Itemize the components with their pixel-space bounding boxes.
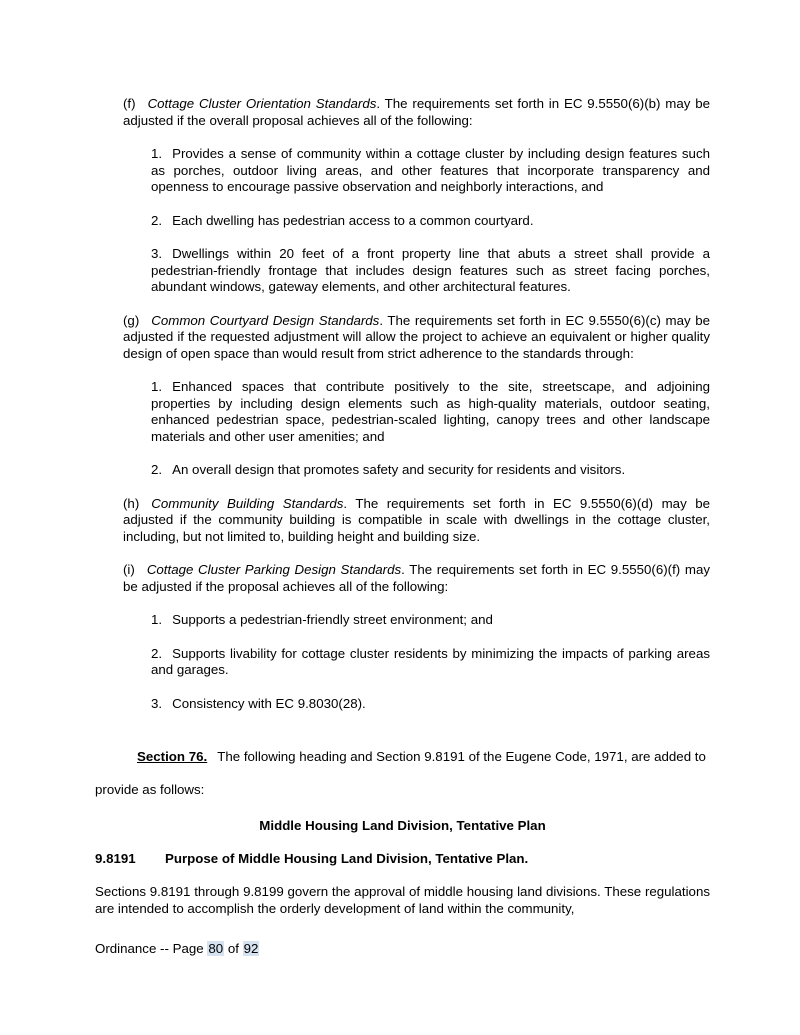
item-f-3-number: 3. bbox=[151, 246, 163, 261]
item-i-3 bbox=[151, 696, 710, 713]
item-f-1-text: Provides a sense of community within a cottage cluster by including design features such as porches, outdoor living areas, and other features that incorporate transparency and openness to encourage passive observation and neighborly interactions, and bbox=[151, 146, 710, 194]
para-i bbox=[123, 562, 710, 595]
para-i-label: (i) bbox=[123, 562, 135, 577]
closing-paragraph: Sections 9.8191 through 9.8199 govern the approval of middle housing land divisions. These regulations are intended to accomplish the orderly development of land within the community, bbox=[95, 884, 710, 916]
para-f-text: . The requirements set forth in EC 9.5550(6)(b) may be adjusted if the overall proposal achieves all of the following: bbox=[123, 96, 711, 128]
para-g bbox=[123, 313, 710, 363]
item-g-2-text: An overall design that promotes safety and security for residents and visitors. bbox=[172, 462, 626, 477]
para-f-label: (f) bbox=[123, 96, 136, 111]
page-total-field: 92 bbox=[243, 941, 259, 956]
item-i-2-text: Supports livability for cottage cluster residents by minimizing the impacts of parking areas and garages. bbox=[151, 645, 710, 677]
section-76-label: Section 76. bbox=[137, 749, 208, 764]
para-g-text: . The requirements set forth in EC 9.5550(6)(c) may be adjusted if the requested adjustment will allow the project to achieve an equivalent or higher quality design of open space than would result from strict adherence to the standards through: bbox=[123, 312, 710, 361]
item-i-2 bbox=[151, 646, 710, 679]
page-footer bbox=[95, 941, 710, 958]
section-76-text: The following heading and Section 9.8191 of the Eugene Code, 1971, are added to provide as follows: bbox=[95, 749, 706, 797]
item-i-3-number: 3. bbox=[151, 695, 163, 711]
para-i-title: Cottage Cluster Parking Design Standards bbox=[146, 562, 402, 577]
item-f-2 bbox=[151, 213, 710, 230]
para-f bbox=[123, 96, 710, 129]
item-f-2-number: 2. bbox=[151, 212, 163, 228]
para-g-title: Common Courtyard Design Standards bbox=[151, 312, 380, 328]
para-h-text: . The requirements set forth in EC 9.5550(6)(d) may be adjusted if the community building is compatible in scale with dwellings in the cottage cluster, including, but not limited to, building height and building size. bbox=[123, 495, 710, 544]
footer-prefix: Ordinance -- Page bbox=[95, 941, 204, 956]
item-g-1 bbox=[151, 379, 710, 445]
item-g-1-text: Enhanced spaces that contribute positively to the site, streetscape, and adjoining properties by including design elements such as high-quality materials, outdoor seating, enhanced pedestrian space, pedestrian-scaled lighting, canopy trees and other landscape materials and other user amenities; and bbox=[151, 379, 710, 444]
item-i-1-text: Supports a pedestrian-friendly street environment; and bbox=[172, 612, 493, 627]
purpose-heading bbox=[95, 851, 710, 868]
item-i-2-number: 2. bbox=[151, 645, 163, 661]
para-h-label: (h) bbox=[123, 495, 140, 511]
centered-heading: Middle Housing Land Division, Tentative Plan bbox=[259, 818, 546, 833]
item-i-3-text: Consistency with EC 9.8030(28). bbox=[172, 695, 366, 711]
item-g-2 bbox=[151, 462, 710, 479]
para-i-text: . The requirements set forth in EC 9.5550(6)(f) may be adjusted if the proposal achieves all of the following: bbox=[123, 562, 710, 594]
purpose-section-number: 9.8191 bbox=[95, 850, 136, 866]
para-f-title: Cottage Cluster Orientation Standards bbox=[147, 96, 377, 111]
para-h bbox=[123, 496, 710, 546]
item-f-3-text: Dwellings within 20 feet of a front property line that abuts a street shall provide a pedestrian-friendly frontage that includes design features such as street facing porches, abundant windows, gateway elements, and other architectural features. bbox=[151, 246, 710, 294]
item-g-1-number: 1. bbox=[151, 379, 163, 394]
item-f-3 bbox=[151, 246, 710, 296]
item-f-1 bbox=[151, 146, 710, 196]
para-g-label: (g) bbox=[123, 312, 140, 328]
purpose-title: Purpose of Middle Housing Land Division, Tentative Plan. bbox=[165, 850, 529, 866]
item-i-1 bbox=[151, 612, 710, 629]
item-g-2-number: 2. bbox=[151, 462, 163, 477]
footer-of: of bbox=[227, 941, 239, 956]
item-f-1-number: 1. bbox=[151, 146, 163, 161]
para-section-76 bbox=[95, 740, 710, 806]
item-i-1-number: 1. bbox=[151, 612, 163, 627]
para-h-title: Community Building Standards bbox=[151, 495, 344, 511]
page-number-field: 80 bbox=[208, 941, 224, 956]
item-f-2-text: Each dwelling has pedestrian access to a common courtyard. bbox=[172, 212, 534, 228]
